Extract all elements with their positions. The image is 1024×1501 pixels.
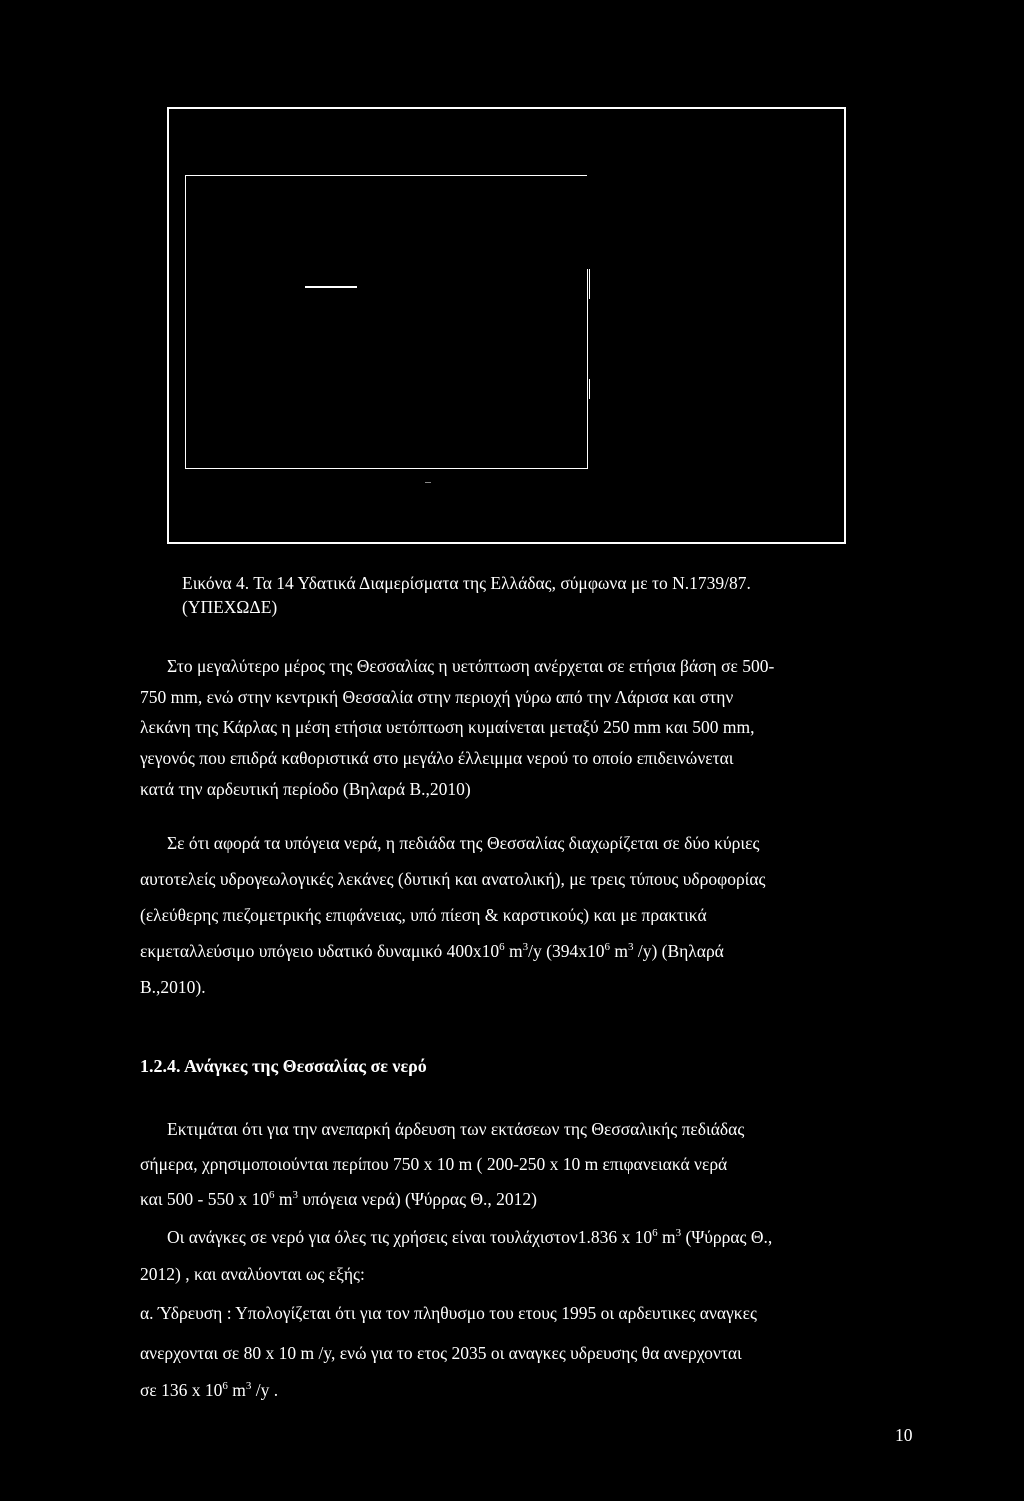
text-span: m [609, 941, 628, 961]
text-span: σε 136 x 10 [140, 1380, 223, 1400]
map-legend-dash [305, 286, 357, 288]
text-span: Οι ανάγκες σε νερό για όλες τις χρήσεις είναι τουλάχιστον1.836 x 10 [167, 1227, 653, 1247]
para2-line [140, 943, 724, 961]
superscript: 6 [652, 1227, 658, 1239]
text-span: m [657, 1227, 676, 1247]
text-span: υπόγεια νερά) (Ψύρρας Θ., 2012) [298, 1189, 537, 1209]
text-span: (Ψύρρας Θ., [681, 1227, 773, 1247]
map-mark [425, 482, 431, 483]
page-number: 10 [895, 1425, 913, 1445]
para2-line: Β.,2010). [140, 977, 206, 997]
para1-line: γεγονός που επιδρά καθοριστικά στο μεγάλο έλλειμμα νερού το οποίο επιδεινώνεται [140, 748, 734, 768]
map-image [185, 175, 587, 469]
map-border-right [587, 269, 588, 469]
text-span: εκμεταλλεύσιμο υπόγειο υδατικό δυναμικό 400x10 [140, 941, 500, 961]
para1-line: κατά την αρδευτική περίοδο (Βηλαρά Β.,2010) [140, 779, 471, 799]
para3-line: Εκτιμάται ότι για την ανεπαρκή άρδευση των εκτάσεων της Θεσσαλικής πεδιάδας [167, 1119, 745, 1139]
text-span: /y (394x10 [528, 941, 605, 961]
superscript: 3 [292, 1189, 298, 1201]
superscript: 6 [499, 941, 505, 953]
text-span: και 500 - 550 x 10 [140, 1189, 269, 1209]
para5-line [140, 1382, 278, 1400]
superscript: 3 [522, 941, 529, 953]
text-span: m [274, 1189, 293, 1209]
figure-frame [167, 107, 846, 544]
para3-line: σήμερα, χρησιμοποιούνται περίπου 750 x 10 m ( 200-250 x 10 m επιφανειακά νερά [140, 1154, 728, 1174]
superscript: 6 [604, 941, 610, 953]
para1-line: Στο μεγαλύτερο μέρος της Θεσσαλίας η υετόπτωση ανέρχεται σε ετήσια βάση σε 500- [167, 656, 775, 676]
section-heading: 1.2.4. Ανάγκες της Θεσσαλίας σε νερό [140, 1056, 427, 1076]
text-span: m [504, 941, 523, 961]
superscript: 3 [675, 1227, 682, 1239]
superscript: 6 [222, 1380, 228, 1392]
text-span: /y) (Βηλαρά [633, 941, 724, 961]
text-span: m [227, 1380, 246, 1400]
superscript: 3 [245, 1380, 252, 1392]
map-mark [589, 379, 590, 399]
superscript: 3 [627, 941, 634, 953]
para4-line [167, 1229, 772, 1247]
para2-line: (ελεύθερης πιεζομετρικής επιφάνειας, υπό πίεση & καρστικούς) και με πρακτικά [140, 905, 707, 925]
para2-line: Σε ότι αφορά τα υπόγεια νερά, η πεδιάδα της Θεσσαλίας διαχωρίζεται σε δύο κύριες [167, 833, 760, 853]
para3-line [140, 1191, 537, 1209]
map-mark [589, 269, 590, 299]
para2-line: αυτοτελείς υδρογεωλογικές λεκάνες (δυτική και ανατολική), με τρεις τύπους υδροφορίας [140, 869, 766, 889]
para1-line: 750 mm, ενώ στην κεντρική Θεσσαλία στην περιοχή γύρω από την Λάρισα και στην [140, 687, 734, 707]
para1-line: λεκάνη της Κάρλας η μέση ετήσια υετόπτωση κυμαίνεται μεταξύ 250 mm και 500 mm, [140, 717, 755, 737]
figure-caption-line2: (ΥΠΕΧΩΔΕ) [182, 597, 278, 617]
text-span: /y . [251, 1380, 279, 1400]
para5-line: α. Ύδρευση : Υπολογίζεται ότι για τον πληθυσμο του ετους 1995 οι αρδευτικες αναγκες [140, 1303, 757, 1323]
para5-line: ανερχονται σε 80 x 10 m /y, ενώ για το ετος 2035 οι αναγκες υδρευσης θα ανερχονται [140, 1343, 742, 1363]
para4-line: 2012) , και αναλύονται ως εξής: [140, 1264, 365, 1284]
figure-caption-line1: Εικόνα 4. Τα 14 Υδατικά Διαμερίσματα της Ελλάδας, σύμφωνα με το Ν.1739/87. [182, 573, 751, 593]
superscript: 6 [269, 1189, 275, 1201]
